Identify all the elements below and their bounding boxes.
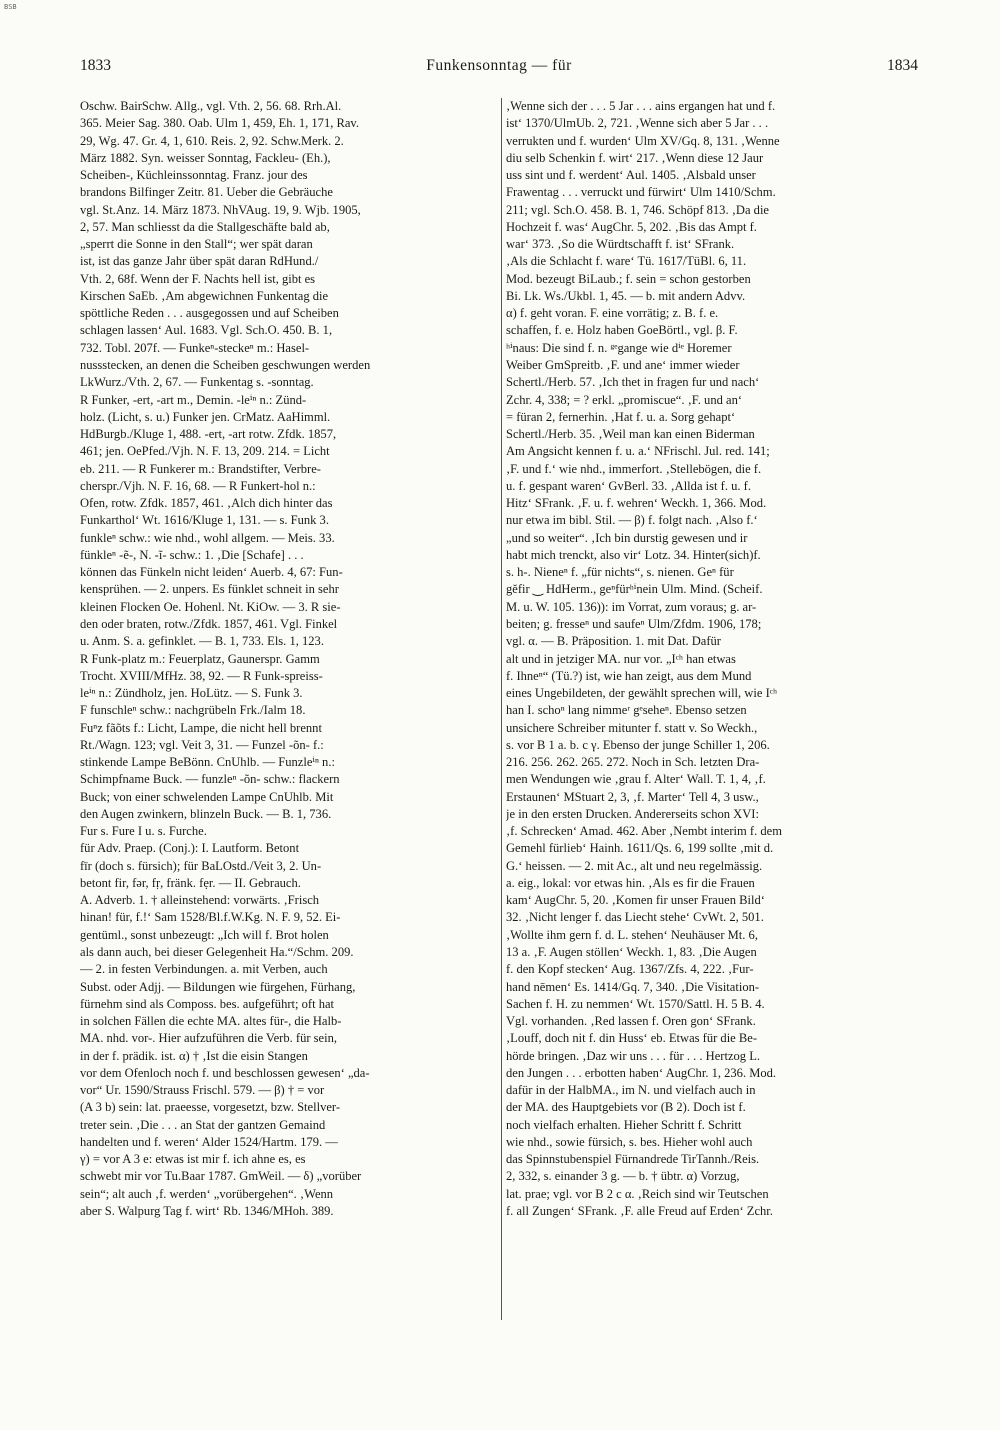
text-line: brandons Bilfinger Zeitr. 81. Ueber die Gebräuche: [80, 185, 333, 200]
text-line: s. h-. Nieneⁿ f. „für nichts“, s. nienen. Geⁿ für: [506, 565, 734, 580]
text-line: das Spinnstubenspiel Fürnandrede TirTannh./Reis.: [506, 1152, 760, 1167]
text-line: kleinen Flocken Oe. Hohenl. Nt. KiOw. — 3. R sie-: [80, 599, 341, 614]
text-line: wie nhd., sowie fürsich, s. bes. Hieher wohl auch: [506, 1134, 753, 1149]
text-line: 216. 256. 262. 265. 272. Noch in Sch. letzten Dra-: [506, 755, 760, 770]
text-line: 365. Meier Sag. 380. Oab. Ulm 1, 459, Eh. 1, 171, Rav.: [80, 116, 360, 131]
text-line: 29, Wg. 47. Gr. 4, 1, 610. Reis. 2, 92. Schw.Merk. 2.: [80, 133, 344, 148]
text-line: eb. 211. — R Funkerer m.: Brandstifter, Verbre-: [80, 461, 321, 476]
text-line: kensprühen. — 2. unpers. Es fünklet schneit in sehr: [80, 582, 339, 597]
text-line: Hitz‘ SFrank. ‚F. u. f. wehren‘ Weckh. 1, 366. Mod.: [506, 496, 767, 511]
text-line: als dann auch, bei dieser Gelegenheit Ha.“/Schm. 209.: [80, 945, 354, 960]
text-line: „sperrt die Sonne in den Stall“; wer spät daran: [80, 237, 313, 252]
text-line: funkleⁿ schw.: wie nhd., wohl allgem. — Meis. 33.: [80, 530, 335, 545]
text-line: Bi. Lk. Ws./Ukbl. 1, 45. — b. mit andern Advv.: [506, 288, 746, 303]
text-line: f. all Zungen‘ SFrank. ‚F. alle Freud auf Erden‘ Zchr.: [506, 1204, 773, 1218]
page-number-left: 1833: [80, 57, 111, 74]
text-line: können das Fünkeln nicht leiden‘ Auerb. 4, 67: Fun-: [80, 565, 343, 580]
text-line: Schertl./Herb. 57. ‚Ich thet in fragen fur und nach‘: [506, 375, 760, 390]
text-line: habt mich trenckt, also vir‘ Lotz. 34. Hinter(sich)f.: [506, 547, 761, 562]
text-line: in der f. prädik. ist. α) † ‚Ist die eisin Stangen: [80, 1048, 308, 1063]
text-line: MA. nhd. vor-. Hier aufzuführen die Verb. für sein,: [80, 1031, 338, 1046]
text-line: Funkarthol‘ Wt. 1616/Kluge 1, 131. — s. Funk 3.: [80, 513, 329, 528]
text-line: vgl. α. — B. Präposition. 1. mit Dat. Dafür: [506, 634, 721, 649]
right-column: [506, 98, 919, 1323]
text-line: hinan! für, f.!‘ Sam 1528/Bl.f.W.Kg. N. F. 9, 52. Ei-: [80, 910, 341, 925]
text-line: — 2. in festen Verbindungen. a. mit Verben, auch: [80, 962, 328, 977]
text-line: 13 a. ‚F. Augen stöllen‘ Weckh. 1, 83. ‚Die Augen: [506, 945, 757, 960]
text-line: war‘ 373. ‚So die Würdtschafft f. ist‘ SFrank.: [506, 237, 735, 252]
text-line: fünkleⁿ -ẽ-, N. -ĩ- schw.: 1. ‚Die [Schafe] . . .: [80, 547, 304, 562]
text-line: Trocht. XVIII/MfHz. 38, 92. — R Funk-spreiss-: [80, 668, 323, 683]
text-line: nur etwa im bibl. Stil. — β) f. folgt nach. ‚Also f.‘: [506, 513, 758, 528]
text-line: unsichere Schreiber mitunter f. statt v. So Weckh.,: [506, 720, 758, 735]
text-line: nussstecken, an denen die Scheiben geschwungen werden: [80, 357, 371, 372]
text-line: vgl. St.Anz. 14. März 1873. NhVAug. 19, 9. Wjb. 1905,: [80, 202, 361, 217]
text-line: uss sint und f. werdent‘ Aul. 1405. ‚Alsbald unser: [506, 168, 756, 183]
text-line: Vth. 2, 68f. Wenn der F. Nachts hell ist, gibt es: [80, 271, 316, 286]
text-line: F funschleⁿ schw.: nachgrübeln Frk./Ialm 18.: [80, 703, 306, 718]
text-line: han I. schoⁿ lang nimmeʳ gᵉseheⁿ. Ebenso setzen: [506, 703, 747, 718]
text-line: f. den Kopf stecken‘ Aug. 1367/Zfs. 4, 222. ‚Fur-: [506, 962, 754, 977]
text-line: alt und in jetziger MA. nur vor. „Iᶜʰ han etwas: [506, 651, 736, 666]
text-line: G.‘ heissen. — 2. mit Ac., alt und neu regelmässig.: [506, 858, 763, 873]
text-line: Am Angsicht kennen f. u. a.‘ NFrischl. Jul. red. 141;: [506, 444, 770, 459]
text-line: leⁱⁿ n.: Zündholz, jen. HoLütz. — S. Funk 3.: [80, 686, 303, 701]
text-line: ‚f. Schrecken‘ Amad. 462. Aber ‚Nembt interim f. dem: [506, 824, 782, 839]
text-line: eines Ungebildeten, der gewählt sprechen will, wie Iᶜʰ: [506, 686, 777, 701]
text-line: Schertl./Herb. 35. ‚Weil man kan einen Biderman: [506, 427, 755, 442]
text-line: Sachen f. H. zu nemmen‘ Wt. 1570/Sattl. H. 5 B. 4.: [506, 996, 765, 1011]
text-line: Weiber GmSpreitb. ‚F. und ane‘ immer wieder: [506, 357, 740, 372]
text-line: Erstaunen‘ MStuart 2, 3, ‚f. Marter‘ Tell 4, 3 usw.,: [506, 789, 759, 804]
text-line: R Funk-platz m.: Feuerplatz, Gaunerspr. Gamm: [80, 651, 320, 666]
text-line: men Wendungen wie ‚grau f. Alter‘ Wall. T. 1, 4, ‚f.: [506, 772, 766, 787]
text-line: 2, 332, s. einander 3 g. — b. † übtr. α) Vorzug,: [506, 1169, 740, 1184]
text-line: beiten; g. fresseⁿ und saufeⁿ Ulm/Zfdm. 1906, 178;: [506, 616, 762, 631]
text-line: ʰⁱnaus: Die sind f. n. ᵍᵉgange wie dⁱᵉ Horemer: [506, 340, 732, 355]
text-line: Kirschen SaEb. ‚Am abgewichnen Funkentag die: [80, 288, 329, 303]
text-line: den Augen zwinkern, blinzeln Buck. — B. 1, 736.: [80, 806, 332, 821]
text-line: α) f. geht voran. F. eine vorrätig; z. B. f. e.: [506, 306, 719, 321]
page-number-right: 1834: [887, 57, 918, 74]
text-line: stinkende Lampe BeBönn. CnUhlb. — Funzleⁱⁿ n.:: [80, 755, 335, 770]
text-line: Vgl. vorhanden. ‚Red lassen f. Oren gon‘ SFrank.: [506, 1014, 756, 1029]
text-line: LkWurz./Vth. 2, 67. — Funkentag s. -sonntag.: [80, 375, 314, 390]
text-line: u. Anm. S. a. gefinklet. — B. 1, 733. Els. 1, 123.: [80, 634, 324, 649]
text-line: Ofen, rotw. Zfdk. 1857, 461. ‚Alch dich hinter das: [80, 496, 333, 511]
text-line: ‚Als die Schlacht f. ware‘ Tü. 1617/TüBl. 6, 11.: [506, 254, 747, 269]
text-line: ‚Wenne sich der . . . 5 Jar . . . ains ergangen hat und f.: [506, 99, 776, 113]
text-line: diu selb Schenkin f. wirt‘ 217. ‚Wenn diese 12 Jaur: [506, 150, 764, 165]
library-watermark: BSB: [4, 3, 17, 11]
text-line: vor“ Ur. 1590/Strauss Frischl. 579. — β) † = vor: [80, 1083, 325, 1098]
text-line: gĕfir ‿ HdHerm., geⁿfürʰⁱnein Ulm. Mind. (Scheif.: [506, 582, 763, 597]
text-line: dafür in der HalbMA., im N. und vielfach auch in: [506, 1083, 756, 1098]
column-divider: [501, 98, 502, 1320]
text-line: in solchen Fällen die echte MA. altes für-, die Halb-: [80, 1014, 342, 1029]
text-line: vor dem Ofenloch noch f. und beschlossen gewesen‘ „da-: [80, 1065, 370, 1080]
text-line: Frawentag . . . verruckt und fürwirt‘ Ulm 1410/Schm.: [506, 185, 776, 200]
running-head: Funkensonntag — für: [426, 57, 572, 74]
text-line: ist, ist das ganze Jahr über spät daran RdHund./: [80, 254, 319, 269]
text-line: hand nēmen‘ Es. 1414/Gq. 7, 340. ‚Die Visitation-: [506, 979, 760, 994]
text-line: R Funker, -ert, -art m., Demin. -leⁱⁿ n.: Zünd-: [80, 392, 307, 407]
text-line: f. Ihneⁿ“ (Tü.?) ist, wie han zeigt, aus dem Mund: [506, 668, 752, 683]
text-line: fürnehm sind als Composs. bes. aufgeführt; oft hat: [80, 996, 335, 1011]
text-line: Hochzeit f. was‘ AugChr. 5, 202. ‚Bis das Ampt f.: [506, 219, 757, 234]
text-line: Schimpfname Buck. — funzleⁿ -õn- schw.: flackern: [80, 772, 340, 787]
text-line: gentüml., sonst unbezeugt: „Ich will f. Brot holen: [80, 927, 329, 942]
text-line: lat. prae; vgl. vor B 2 c α. ‚Reich sind wir Teutschen: [506, 1186, 769, 1201]
text-line: betont fir, fər, fṛ, fränk. fẹr. — II. Gebrauch.: [80, 875, 301, 890]
text-line: treter sein. ‚Die . . . an Stat der gantzen Gemaind: [80, 1117, 326, 1132]
text-line: Rt./Wagn. 123; vgl. Veit 3, 31. — Funzel -õn- f.:: [80, 737, 324, 752]
text-line: Gemehl fürlieb‘ Hainh. 1611/Qs. 6, 199 sollte ‚mit d.: [506, 841, 774, 856]
text-line: M. u. W. 105. 136)): im Vorrat, zum voraus; g. ar-: [506, 599, 757, 614]
text-line: Fuⁿz fãõts f.: Licht, Lampe, die nicht hell brennt: [80, 720, 322, 735]
text-line: spöttliche Reden . . . ausgegossen und auf Scheiben: [80, 306, 339, 321]
text-line: schwebt mir vor Tu.Baar 1787. GmWeil. — δ) „vorüber: [80, 1169, 362, 1184]
text-line: schaffen, f. e. Holz haben GoeBörtl., vgl. β. F.: [506, 323, 738, 338]
text-line: Scheiben-, Küchleinssonntag. Franz. jour des: [80, 168, 308, 183]
text-line: Fur s. Fure I u. s. Furche.: [80, 824, 207, 839]
text-line: a. eig., lokal: vor etwas hin. ‚Als es fir die Frauen: [506, 875, 755, 890]
text-line: hörde bringen. ‚Daz wir uns . . . für . . . Hertzog L.: [506, 1048, 761, 1063]
text-line: s. vor B 1 a. b. c γ. Ebenso der junge Schiller 1, 206.: [506, 737, 770, 752]
text-line: sein“; alt auch ‚f. werden‘ „vorübergehen“. ‚Wenn: [80, 1186, 334, 1201]
text-line: fīr (doch s. fürsich); für BaLOstd./Veit 3, 2. Un-: [80, 858, 322, 873]
text-line: der MA. des Hauptgebiets vor (B 2). Doch ist f.: [506, 1100, 746, 1115]
text-line: cherspr./Vjh. N. F. 16, 68. — R Funkert-hol n.:: [80, 478, 316, 493]
text-line: für Adv. Praep. (Conj.): I. Lautform. Betont: [80, 841, 300, 856]
text-line: noch vielfach erhalten. Hieher Schritt f. Schritt: [506, 1117, 742, 1132]
text-line: = füran 2, fernerhin. ‚Hat f. u. a. Sorg gehapt‘: [506, 409, 736, 424]
text-line: verrukten und f. wurden‘ Ulm XV/Gq. 8, 131. ‚Wenne: [506, 133, 780, 148]
text-line: Oschw. BairSchw. Allg., vgl. Vth. 2, 56. 68. Rrh.Al.: [80, 99, 342, 113]
text-line: ‚F. und f.‘ wie nhd., immerfort. ‚Stellebögen, die f.: [506, 461, 762, 476]
text-line: Mod. bezeugt BiLaub.; f. sein = schon gestorben: [506, 271, 751, 286]
text-line: γ) = vor A 3 e: etwas ist mir f. ich ahne es, es: [80, 1152, 306, 1167]
text-line: 461; jen. OePfed./Vjh. N. F. 13, 209. 214. = Licht: [80, 444, 330, 459]
text-line: ‚Wollte ihm gern f. d. L. stehen‘ Neuhäuser Mt. 6,: [506, 927, 758, 942]
text-line: 211; vgl. Sch.O. 458. B. 1, 746. Schöpf 813. ‚Da die: [506, 202, 770, 217]
text-line: Subst. oder Adjj. — Bildungen wie fürgehen, Fürhang,: [80, 979, 356, 994]
text-line: holz. (Licht, s. u.) Funker jen. CrMatz. AaHimml.: [80, 409, 331, 424]
page-header: [80, 57, 918, 79]
left-column: [80, 98, 498, 1323]
text-line: den oder braten, rotw./Zfdk. 1857, 461. Vgl. Finkel: [80, 616, 338, 631]
text-line: 32. ‚Nicht lenger f. das Liecht stehe‘ CvWt. 2, 501.: [506, 910, 764, 925]
text-line: u. f. gespant waren‘ GvBerl. 33. ‚Allda ist f. u. f.: [506, 478, 751, 493]
text-line: Buck; von einer schwelenden Lampe CnUhlb. Mit: [80, 789, 334, 804]
text-line: den Jungen . . . erbotten haben‘ AugChr. 1, 236. Mod.: [506, 1065, 777, 1080]
text-line: 732. Tobl. 207f. — Funkeⁿ-steckeⁿ m.: Hasel-: [80, 340, 310, 355]
text-line: Zchr. 4, 338; = ? erkl. „promiscue“. ‚F. und an‘: [506, 392, 743, 407]
text-line: HdBurgb./Kluge 1, 488. -ert, -art rotw. Zfdk. 1857,: [80, 427, 337, 442]
text-line: aber S. Walpurg Tag f. wirt‘ Rb. 1346/MHoh. 389.: [80, 1204, 334, 1218]
text-line: schlagen lassen‘ Aul. 1683. Vgl. Sch.O. 450. B. 1,: [80, 323, 333, 338]
text-line: A. Adverb. 1. † alleinstehend: vorwärts. ‚Frisch: [80, 893, 320, 908]
text-line: je in den ersten Drucken. Andererseits schon XVI:: [506, 806, 759, 821]
text-line: ‚Louff, doch nit f. din Huss‘ eb. Etwas für die Be-: [506, 1031, 757, 1046]
text-line: „und so weiter“. ‚Ich bin durstig gewesen und ir: [506, 530, 748, 545]
text-line: handelten und f. weren‘ Alder 1524/Hartm. 179. —: [80, 1134, 338, 1149]
text-line: März 1882. Syn. weisser Sonntag, Fackleu- (Eh.),: [80, 150, 331, 165]
text-line: kam‘ AugChr. 5, 20. ‚Komen fir unser Frauen Bild‘: [506, 893, 765, 908]
text-line: ist‘ 1370/UlmUb. 2, 721. ‚Wenne sich aber 5 Jar . . .: [506, 116, 769, 131]
text-line: (A 3 b) sein: lat. praeesse, vorgesetzt, bzw. Stellver-: [80, 1100, 341, 1115]
text-line: 2, 57. Man schliesst da die Stallgeschäfte bald ab,: [80, 219, 330, 234]
